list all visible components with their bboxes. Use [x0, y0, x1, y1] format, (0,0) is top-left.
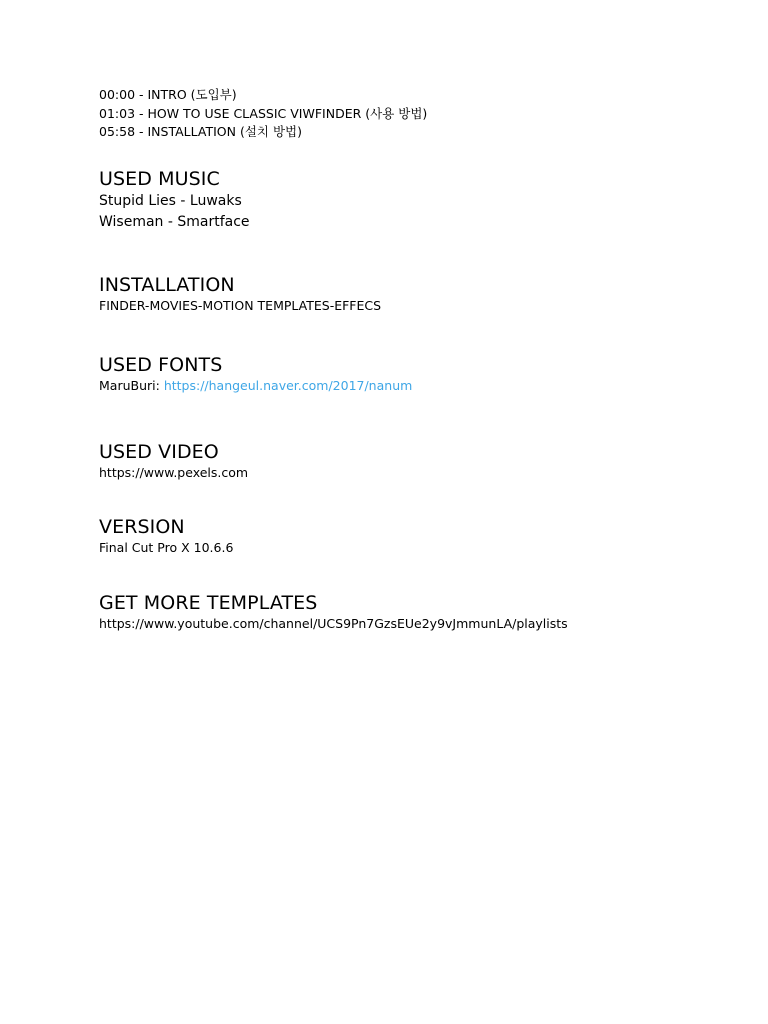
section-used-music	[99, 167, 739, 233]
music-item: Wiseman - Smartface	[99, 213, 250, 230]
music-item: Stupid Lies - Luwaks	[99, 192, 242, 209]
timestamp-intro: 00:00 - INTRO (도입부)	[99, 87, 237, 102]
document-page	[99, 86, 739, 633]
used-music-heading: USED MUSIC	[99, 167, 220, 190]
font-url-link[interactable]: https://hangeul.naver.com/2017/nanum	[163, 378, 413, 393]
used-fonts-heading: USED FONTS	[99, 354, 223, 376]
get-more-heading: GET MORE TEMPLATES	[99, 591, 318, 614]
video-source: https://www.pexels.com	[99, 464, 249, 480]
get-more-url: https://www.youtube.com/channel/UCS9Pn7GzsEUe2y9vJmmunLA/playlists	[99, 615, 568, 631]
section-installation	[99, 273, 739, 316]
installation-heading: INSTALLATION	[99, 273, 235, 296]
font-label: MaruBuri:	[99, 378, 160, 393]
section-version	[99, 515, 739, 558]
version-value: Final Cut Pro X 10.6.6	[99, 540, 234, 555]
section-used-video	[99, 440, 739, 483]
timestamp-list	[99, 86, 739, 142]
font-entry	[99, 377, 739, 396]
section-get-more-templates	[99, 591, 739, 634]
timestamp-installation: 05:58 - INSTALLATION (설치 방법)	[99, 124, 302, 139]
timestamp-how-to-use: 01:03 - HOW TO USE CLASSIC VIWFINDER (사용 방법)	[99, 105, 428, 121]
version-heading: VERSION	[99, 516, 185, 538]
installation-path: FINDER-MOVIES-MOTION TEMPLATES-EFFECS	[99, 297, 382, 313]
used-video-heading: USED VIDEO	[99, 440, 219, 463]
section-used-fonts	[99, 353, 739, 396]
